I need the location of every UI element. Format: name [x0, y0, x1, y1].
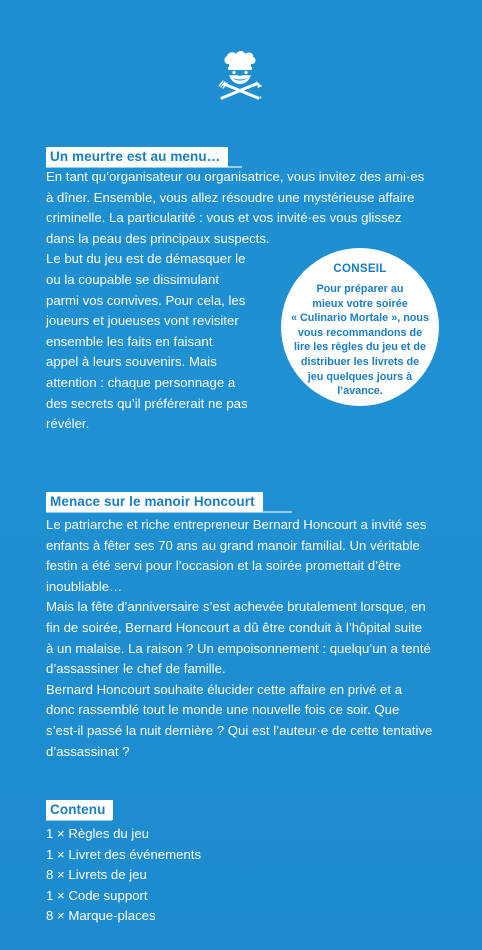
text-line: donc rassemblé tout le monde une nouvelle fois ce soir. Que [46, 702, 400, 718]
tip-circle [281, 248, 439, 406]
text-line: Le but du jeu est de démasquer le [46, 251, 246, 267]
contents-list [46, 824, 201, 927]
tip-line: distribuer les livrets de [300, 355, 420, 368]
list-item: 1 × Règles du jeu [46, 826, 150, 841]
list-item: 1 × Livret des événements [46, 846, 202, 862]
tip-line: mieux votre soirée [312, 297, 408, 310]
section-heading-contents: Contenu [46, 800, 113, 820]
svg-text:®: ® [259, 95, 262, 100]
tip-line: jeu quelques jours à [307, 370, 413, 383]
text-line: à dîner. Ensemble, vous allez résoudre une mystérieuse affaire [46, 189, 415, 205]
text-line: En tant qu’organisateur ou organisatrice, vous invitez des ami·es [46, 169, 425, 184]
story-paragraph [46, 515, 432, 762]
text-line: joueurs et joueuses vont revisiter [46, 313, 239, 329]
tip-line: « Culinario Mortale », nous [291, 312, 429, 325]
heading-underline [46, 819, 112, 821]
text-line: d’assassinat ? [46, 743, 130, 759]
text-line: fin de soirée, Bernard Honcourt a dû être conduit à l’hôpital suite [46, 619, 423, 635]
tip-title: CONSEIL [333, 263, 387, 275]
text-line: Bernard Honcourt souhaite élucider cette affaire en privé et a [46, 681, 403, 697]
text-line: dans la peau des principaux suspects. [46, 230, 270, 246]
tip-body [287, 282, 433, 399]
text-line: ensemble les faits en faisant [46, 333, 213, 349]
list-item: 8 × Marque-places [46, 908, 156, 924]
masked-chef-with-crossed-cutlery-icon [216, 50, 264, 102]
list-item: 8 × Livrets de jeu [46, 867, 147, 883]
text-line: ou la coupable se dissimulant [46, 271, 220, 287]
section-heading-honcourt-manor: Menace sur le manoir Honcourt [46, 492, 263, 512]
text-line: festin a été servi pour l’occasion et la soirée promettait d’être [46, 558, 401, 574]
tip-line: l’avance. [337, 385, 383, 398]
tip-line: lire les règles du jeu et de [293, 341, 426, 354]
text-line: Le patriarche et riche entrepreneur Bernard Honcourt a invité ses [46, 517, 427, 532]
tip-line: vous recommandons de [297, 326, 423, 339]
tip-line: Pour préparer au [316, 283, 404, 295]
text-line: d’assassiner le chef de famille. [46, 661, 226, 677]
text-line: des secrets qu’il préférerait ne pas [46, 395, 248, 411]
text-line: s’est-il passé la nuit dernière ? Qui est l’auteur·e de cette tentative [46, 722, 433, 738]
text-line: parmi vos convives. Pour cela, les [46, 292, 246, 308]
text-line: révéler. [46, 416, 90, 432]
heading-underline [46, 511, 292, 513]
section-heading-murder-menu: Un meurtre est au menu… [46, 147, 228, 167]
text-line: criminelle. La particularité : vous et vos invité·es vous glissez [46, 210, 402, 226]
text-line: à un malaise. La raison ? Un empoisonnement : quelqu’un a tenté [46, 640, 431, 656]
text-line: appel à leurs souvenirs. Mais [46, 354, 217, 370]
text-line: inoubliable… [46, 578, 123, 594]
text-line: attention : chaque personnage a [46, 374, 236, 390]
list-item: 1 × Code support [46, 887, 148, 903]
text-line: enfants à fêter ses 70 ans au grand manoir familial. Un véritable [46, 537, 420, 553]
text-line: Mais la fête d’anniversaire s’est achevée brutalement lorsque, en [46, 599, 426, 615]
